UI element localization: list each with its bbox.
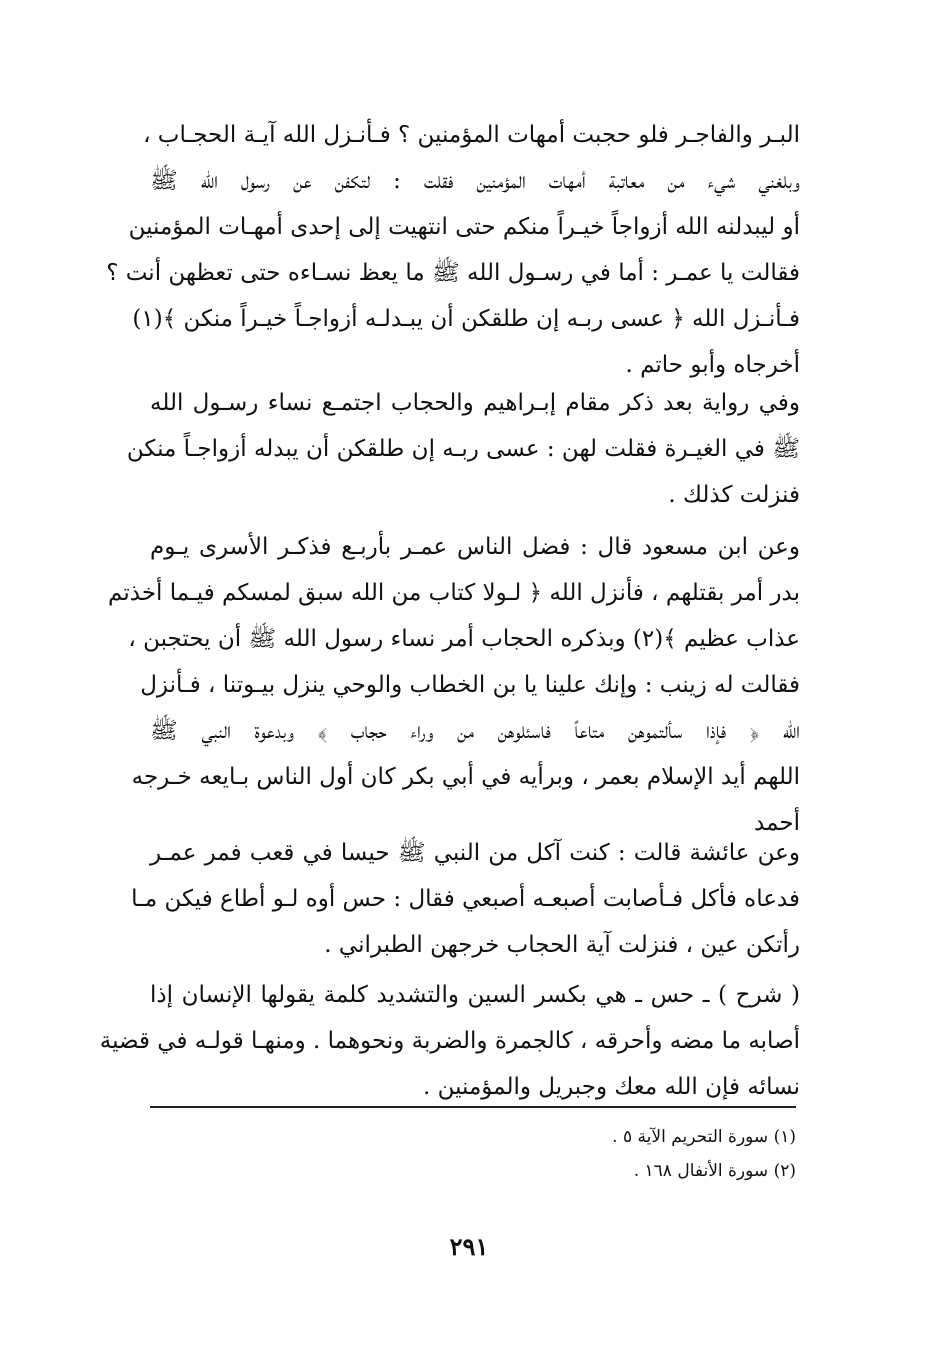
paragraph-4 (131, 830, 800, 968)
text-line: أو ليبدلنه الله أزواجاً خيـراً منكم حتى انتهيت إلى إحدى أمهـات المؤمنين (128, 214, 800, 240)
text-line: الله ﴿ فإذا سألتموهن متاعاً فاسئلوهن من وراء حجاب ﴾ وبدعوة النبي ﷺ (150, 718, 800, 744)
text-line: اللهم أيد الإسلام بعمر ، وبرأيه في أبي بكر كان أول الناس بـايعه خـرجه (131, 764, 800, 790)
text-line: أخرجاه وأبو حاتم . (625, 352, 800, 378)
page-number: ٢٩١ (449, 1232, 489, 1261)
footnotes (150, 1120, 796, 1188)
text-line: وبلغني شيء من معاتبة أمهات المؤمنين فقلت : لتكفن عن رسول الله ﷺ (150, 168, 800, 194)
text-line: وعن عائشة قالت : كنت آكل من النبي ﷺ حيسا في قعب فمر عمـر (150, 840, 800, 866)
text-line: وفي رواية بعد ذكر مقام إبـراهيم والحجاب اجتمـع نساء رسـول الله (150, 390, 800, 416)
text-line: ﷺ في الغيـرة فقلت لهن : عسى ربـه إن طلقكن أن يبدله أزواجـاً منكن (126, 436, 800, 462)
text-line: البـر والفاجـر فلو حجبت أمهات المؤمنين ؟ فـأنـزل الله آيـة الحجـاب ، (143, 122, 800, 148)
text-line: فنزلت كذلك . (668, 482, 800, 508)
text-line: أحمد (754, 810, 800, 836)
paragraph-5 (99, 972, 800, 1110)
footnote-1: (١) سورة التحريم الآية ٥ . (612, 1127, 796, 1147)
text-line: فقالت له زينب : وإنك علينا يا بن الخطاب والوحي ينزل بيـوتنا ، فـأنزل (140, 672, 800, 698)
text-line: رأتكن عين ، فنزلت آية الحجاب خرجهن الطبراني . (324, 932, 800, 958)
footnote-2: (٢) سورة الأنفال ١٦٨ . (633, 1161, 796, 1181)
text-line: وعن ابن مسعود قال : فضل الناس عمـر بأربـع فذكـر الأسرى يـوم (150, 534, 800, 560)
text-line: نسائه فإن الله معك وجبريل والمؤمنين . (422, 1074, 800, 1100)
text-line: بدر أمر بقتلهم ، فأنزل الله ﴿ لـولا كتاب من الله سبق لمسكم فيـما أخذتم (108, 580, 800, 606)
text-line: ( شرح ) ـ حس ـ هي بكسر السين والتشديد كلمة يقولها الإنسان إذا (150, 982, 800, 1008)
text-line: أصابه ما مضه وأحرقه ، كالجمرة والضربة ونحوهما . ومنهـا قولـه في قضية (99, 1028, 800, 1054)
text-line: فدعاه فأكل فـأصابت أصبعـه أصبعي فقال : حس أوه لـو أطاع فيكن مـا (131, 886, 800, 912)
paragraph-1 (106, 112, 800, 388)
paragraph-3 (108, 524, 800, 846)
footnote-divider (150, 1106, 796, 1108)
text-line: عذاب عظيم ﴾(٢) وبذكره الحجاب أمر نساء رسول الله ﷺ أن يحتجبن ، (128, 626, 800, 652)
paragraph-2 (126, 380, 800, 518)
text-line: فـأنـزل الله ﴿ عسى ربـه إن طلقكن أن يبـدلـه أزواجـاً خيـراً منكن ﴾(١) (132, 306, 800, 332)
text-line: فقالت يا عمـر : أما في رسـول الله ﷺ ما يعظ نسـاءه حتى تعظهن أنت ؟ (106, 260, 800, 286)
